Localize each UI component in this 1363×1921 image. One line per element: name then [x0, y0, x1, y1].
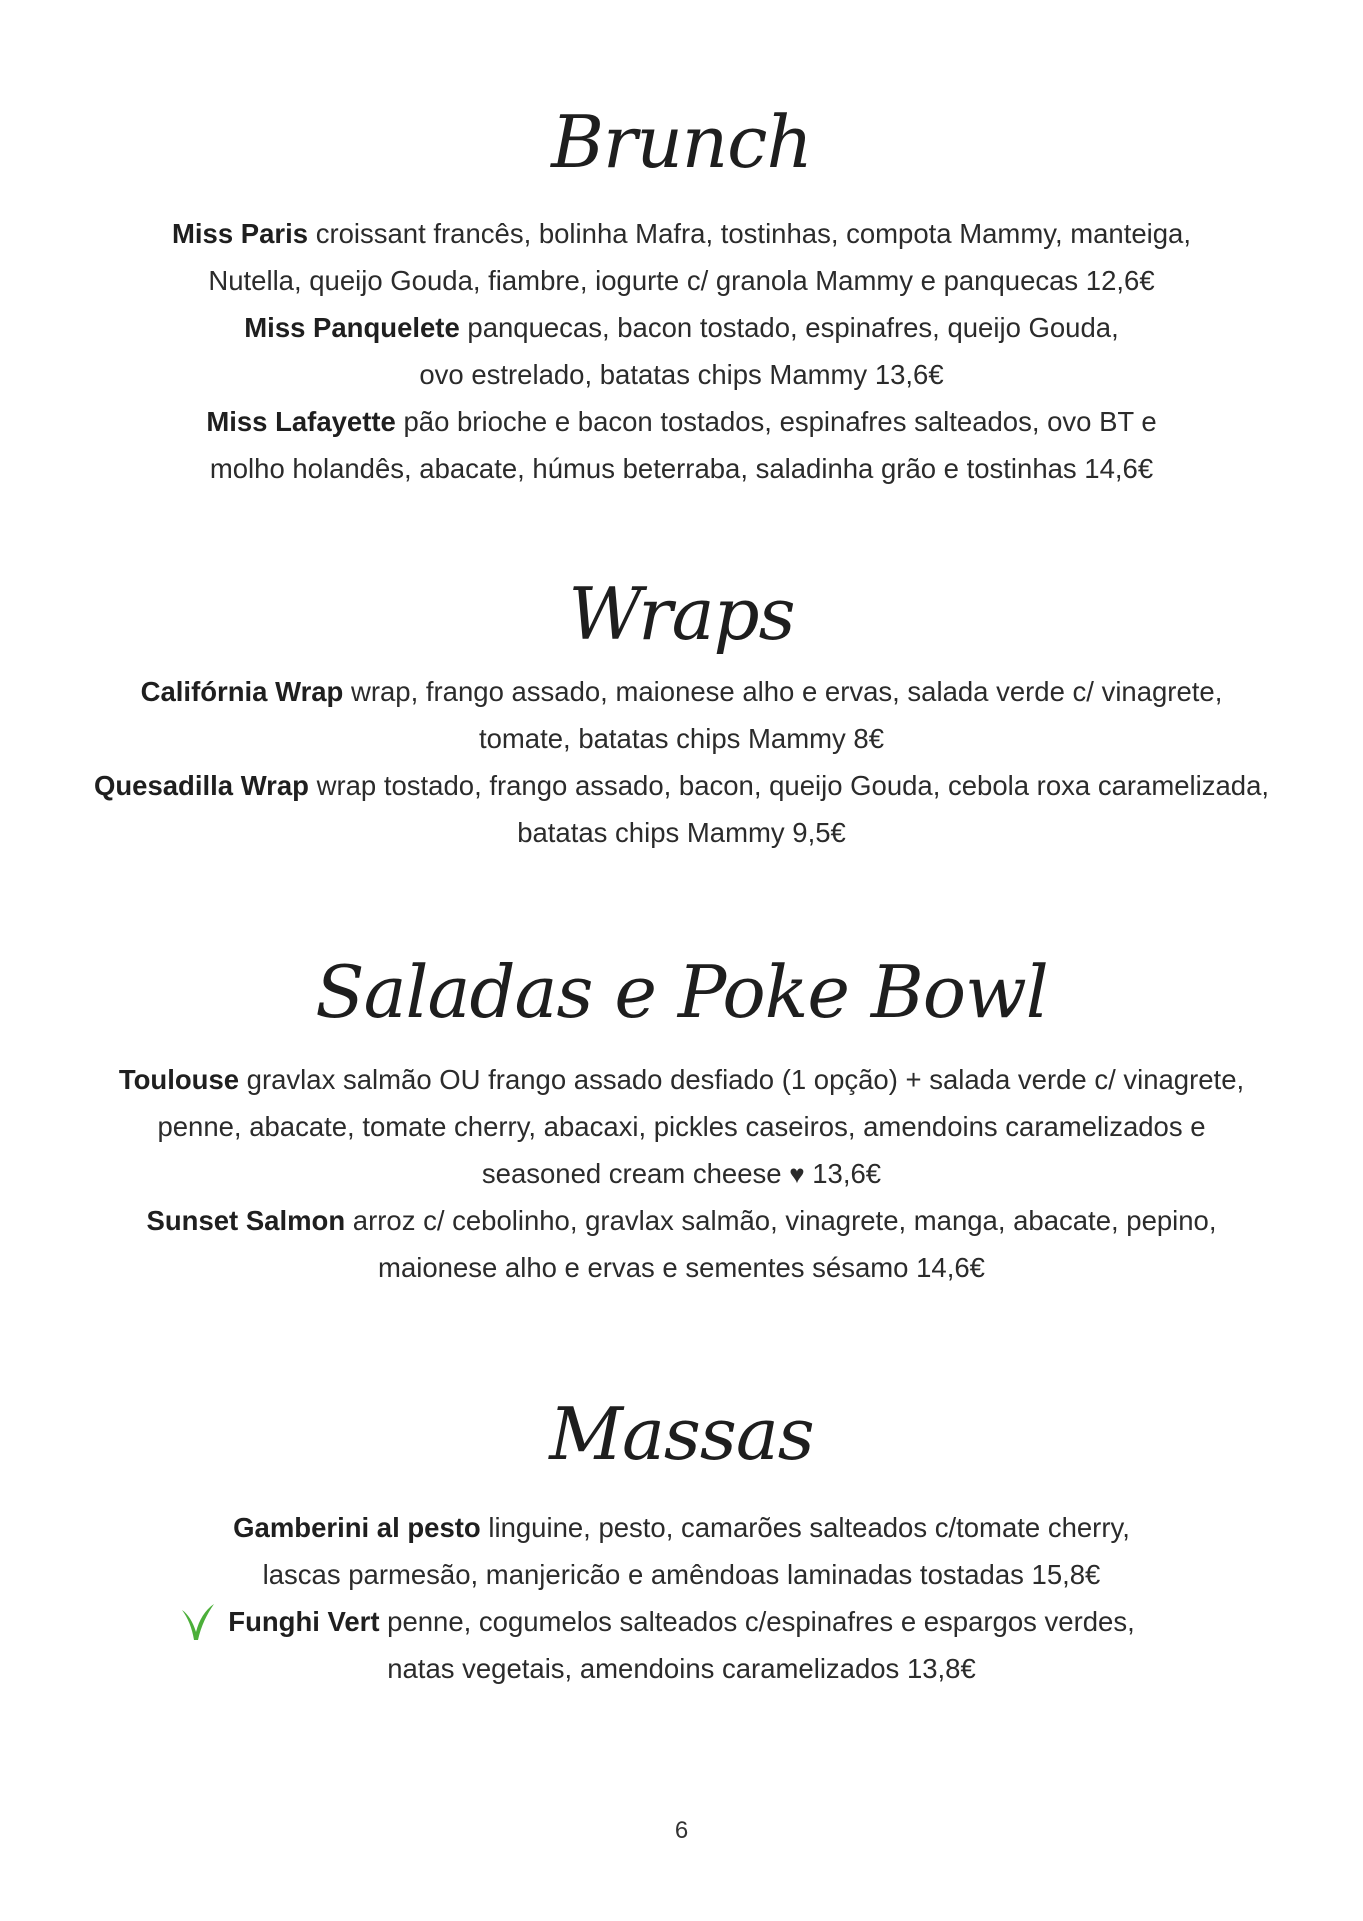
- menu-item-desc: wrap tostado, frango assado, bacon, queijo Gouda, cebola roxa caramelizada,: [308, 770, 1270, 801]
- menu-item-line: [0, 1551, 1363, 1598]
- menu-item-name: Sunset Salmon: [146, 1205, 346, 1236]
- menu-item-desc: wrap, frango assado, maionese alho e ervas, salada verde c/ vinagrete,: [343, 676, 1223, 707]
- menu-item-desc: penne, cogumelos salteados c/espinafres e espargos verdes,: [379, 1606, 1135, 1637]
- menu-item-desc: seasoned cream cheese: [481, 1158, 790, 1189]
- menu-item-line: [0, 809, 1363, 856]
- menu-item-desc: ovo estrelado, batatas chips Mammy 13,6€: [419, 359, 944, 390]
- menu-item-line: [0, 668, 1363, 715]
- menu-item-line: [0, 1244, 1363, 1291]
- menu-item-line: [0, 1056, 1363, 1103]
- section-title-brunch: Brunch: [551, 100, 812, 184]
- menu-item-desc: gravlax salmão OU frango assado desfiado (1 opção) + salada verde c/ vinagrete,: [239, 1064, 1245, 1095]
- menu-item-name: Funghi Vert: [228, 1606, 380, 1637]
- menu-item-line: [0, 257, 1363, 304]
- menu-item-desc: molho holandês, abacate, húmus beterraba, saladinha grão e tostinhas 14,6€: [209, 453, 1154, 484]
- menu-item-name: Miss Paris: [172, 218, 309, 249]
- menu-item-desc: pão brioche e bacon tostados, espinafres salteados, ovo BT e: [395, 406, 1157, 437]
- menu-item-name: Quesadilla Wrap: [93, 770, 309, 801]
- wraps-items: [0, 668, 1363, 856]
- menu-item-line: [0, 1504, 1363, 1551]
- section-saladas: [0, 944, 1363, 1291]
- menu-item-desc: croissant francês, bolinha Mafra, tostinhas, compota Mammy, manteiga,: [308, 218, 1191, 249]
- menu-item-desc: batatas chips Mammy 9,5€: [517, 817, 846, 848]
- section-title-massas: Massas: [549, 1392, 814, 1476]
- menu-item-name: Miss Panquelete: [244, 312, 460, 343]
- menu-item-desc: linguine, pesto, camarões salteados c/tomate cherry,: [480, 1512, 1130, 1543]
- menu-item-desc: natas vegetais, amendoins caramelizados 13,8€: [387, 1653, 976, 1684]
- menu-item-desc: arroz c/ cebolinho, gravlax salmão, vinagrete, manga, abacate, pepino,: [345, 1205, 1217, 1236]
- heart-icon: ♥: [789, 1159, 805, 1189]
- menu-item-line: [0, 210, 1363, 257]
- menu-item-desc: panquecas, bacon tostado, espinafres, queijo Gouda,: [459, 312, 1119, 343]
- section-title-wraps: Wraps: [568, 572, 795, 656]
- menu-item-line: [0, 762, 1363, 809]
- massas-items: [0, 1504, 1363, 1692]
- menu-item-line: [0, 1150, 1363, 1197]
- menu-item-line: [0, 304, 1363, 351]
- section-title-saladas: Saladas e Poke Bowl: [315, 950, 1048, 1034]
- vegan-leaf-icon: [180, 1602, 216, 1642]
- brunch-items: [0, 210, 1363, 492]
- menu-item-name: Toulouse: [118, 1064, 240, 1095]
- section-massas: [0, 1386, 1363, 1692]
- saladas-items: [0, 1056, 1363, 1291]
- menu-item-line: [0, 351, 1363, 398]
- menu-item-line: [0, 1103, 1363, 1150]
- menu-item-name: Gamberini al pesto: [233, 1512, 481, 1543]
- menu-item-desc: Nutella, queijo Gouda, fiambre, iogurte c/ granola Mammy e panquecas 12,6€: [208, 265, 1155, 296]
- menu-item-desc: penne, abacate, tomate cherry, abacaxi, pickles caseiros, amendoins caramelizados e: [157, 1111, 1206, 1142]
- section-brunch: [0, 94, 1363, 492]
- menu-item-line: [0, 398, 1363, 445]
- section-wraps: [0, 566, 1363, 856]
- vegan-marker: [228, 1598, 379, 1645]
- menu-item-desc: maionese alho e ervas e sementes sésamo 14,6€: [378, 1252, 985, 1283]
- menu-item-line: [0, 1645, 1363, 1692]
- menu-item-name: Califórnia Wrap: [140, 676, 344, 707]
- menu-item-price: 13,6€: [804, 1158, 882, 1189]
- menu-item-desc: lascas parmesão, manjericão e amêndoas laminadas tostadas 15,8€: [262, 1559, 1101, 1590]
- menu-item-line: [0, 445, 1363, 492]
- page-number: 6: [674, 1817, 689, 1844]
- menu-item-name: Miss Lafayette: [206, 406, 396, 437]
- menu-item-line: [0, 1598, 1363, 1645]
- menu-item-line: [0, 1197, 1363, 1244]
- menu-item-line: [0, 715, 1363, 762]
- menu-item-desc: tomate, batatas chips Mammy 8€: [478, 723, 885, 754]
